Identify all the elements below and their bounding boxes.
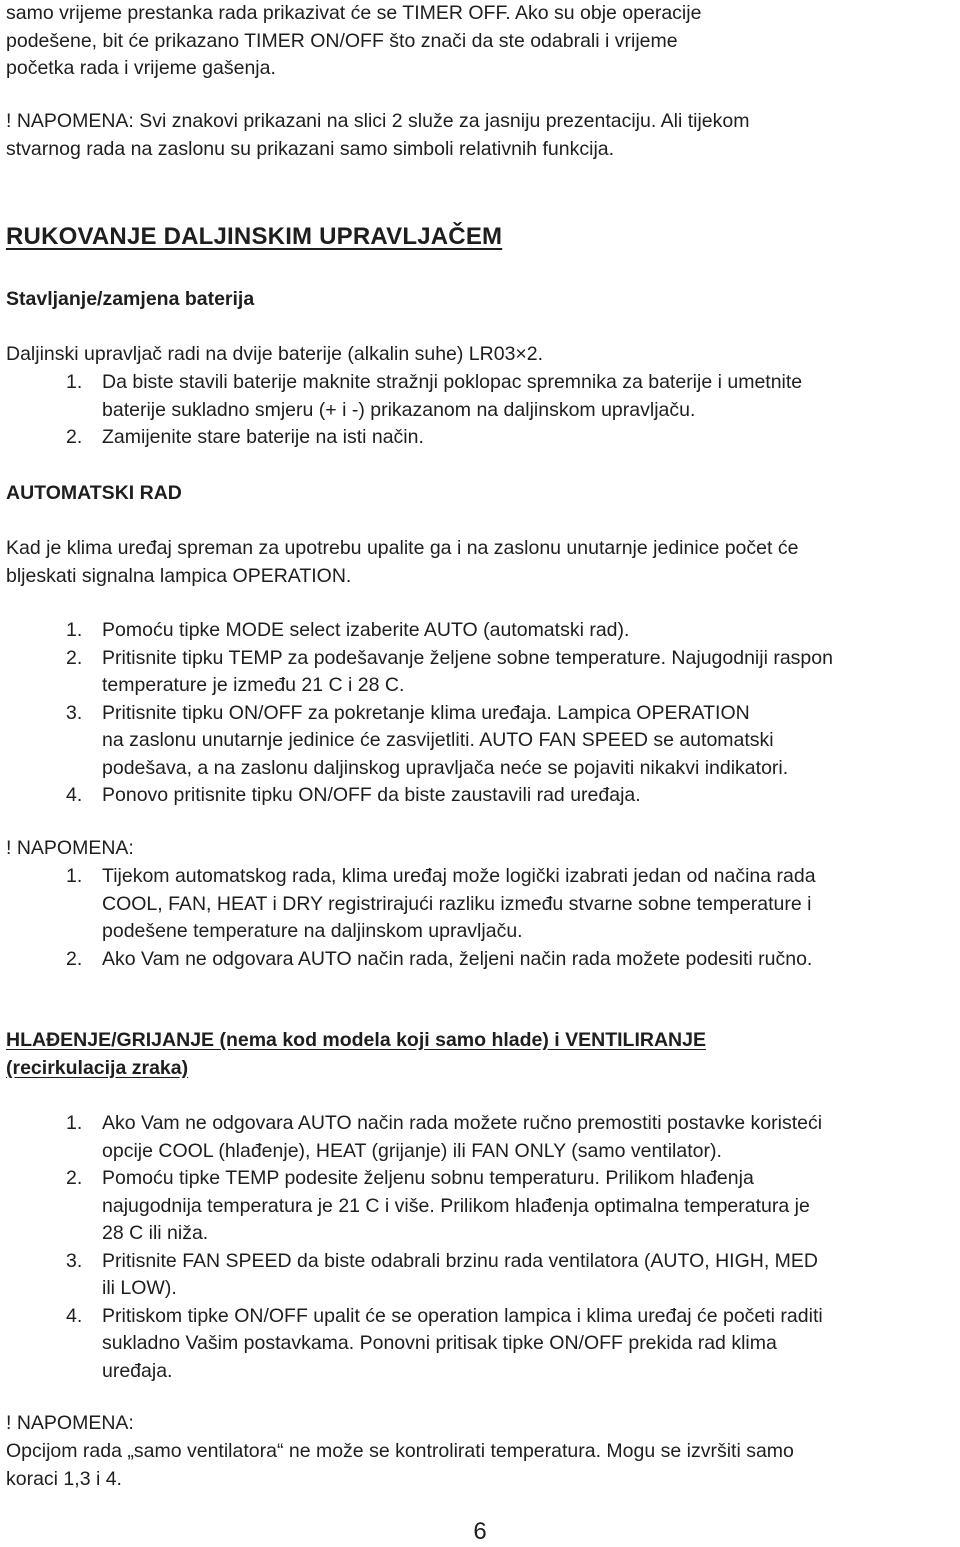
note-heading: ! NAPOMENA: [6, 837, 134, 859]
auto-notes [6, 863, 954, 973]
list-line: najugodnija temperatura je 21 C i više. Prilikom hlađenja optimalna temperatura je [102, 1194, 810, 1217]
list-line: Ako Vam ne odgovara AUTO način rada, željeni način rada možete podesiti ručno. [102, 947, 813, 970]
section-heading-cooling: HLAĐENJE/GRIJANJE (nema kod modela koji samo hlade) i VENTILIRANJE [6, 1029, 706, 1051]
battery-steps [6, 369, 954, 452]
list-number: 4. [66, 784, 83, 806]
intro-line: podešene, bit će prikazano TIMER ON/OFF što znači da ste odabrali i vrijeme [6, 29, 678, 52]
list-item [6, 700, 954, 783]
list-item [6, 617, 954, 645]
list-number: 2. [66, 1167, 83, 1189]
list-line: 28 C ili niža. [102, 1222, 209, 1244]
battery-subheading-wrap [6, 286, 954, 314]
list-line: Ako Vam ne odgovara AUTO način rada možete ručno premostiti postavke koristeći [102, 1112, 823, 1134]
battery-intro [6, 341, 954, 369]
list-line: Pritiskom tipke ON/OFF upalit će se operation lampica i klima uređaj će početi raditi [102, 1304, 823, 1327]
cooling-note [6, 1438, 954, 1493]
intro-line: početka rada i vrijeme gašenja. [6, 57, 276, 79]
list-line: Pritisnite tipku TEMP za podešavanje željene sobne temperature. Najugodniji raspon [102, 646, 833, 669]
list-number: 1. [66, 619, 83, 641]
intro-paragraph [6, 0, 954, 83]
list-number: 1. [66, 865, 83, 887]
list-line: Tijekom automatskog rada, klima uređaj može logički izabrati jedan od načina rada [102, 865, 816, 887]
list-number: 3. [66, 701, 83, 724]
list-line: ili LOW). [102, 1277, 177, 1299]
list-line: Da biste stavili baterije maknite stražnji poklopac spremnika za baterije i umetnite [102, 371, 803, 393]
page-number: 6 [473, 1518, 487, 1545]
list-line: Pritisnite FAN SPEED da biste odabrali brzinu rada ventilatora (AUTO, HIGH, MED [102, 1249, 818, 1272]
cooling-note-heading-wrap [6, 1410, 954, 1438]
list-number: 1. [66, 1112, 83, 1134]
list-number: 2. [66, 947, 83, 970]
list-number: 1. [66, 371, 83, 393]
list-item [6, 1248, 954, 1303]
section-heading-cooling: (recirkulacija zraka) [6, 1056, 189, 1079]
auto-heading-wrap [6, 480, 954, 508]
list-item [6, 863, 954, 946]
list-line: podešene temperature na daljinskom upravljaču. [102, 920, 523, 942]
cooling-heading-wrap [6, 1027, 954, 1082]
battery-subheading: Stavljanje/zamjena baterija [6, 288, 255, 310]
list-item [6, 946, 954, 974]
list-line: Pritisnite tipku ON/OFF za pokretanje klima uređaja. Lampica OPERATION [102, 701, 750, 724]
note-heading: ! NAPOMENA: [6, 1412, 134, 1434]
note-line: stvarnog rada na zaslonu su prikazani samo simboli relativnih funkcija. [6, 137, 615, 160]
remote-heading-wrap [6, 223, 954, 251]
list-line: opcije COOL (hlađenje), HEAT (grijanje) ili FAN ONLY (samo ventilator). [102, 1139, 722, 1162]
list-number: 2. [66, 426, 83, 448]
list-number: 4. [66, 1304, 83, 1327]
cooling-steps [6, 1110, 954, 1385]
intro-note [6, 108, 954, 163]
list-line: uređaja. [102, 1359, 173, 1382]
list-line: Pomoću tipke TEMP podesite željenu sobnu temperaturu. Prilikom hlađenja [102, 1167, 754, 1189]
section-heading-auto: AUTOMATSKI RAD [6, 482, 182, 504]
note-line: Opcijom rada „samo ventilatora“ ne može se kontrolirati temperatura. Mogu se izvršiti samo [6, 1440, 794, 1462]
list-item [6, 1110, 954, 1165]
list-line: baterije sukladno smjeru (+ i -) prikazanom na daljinskom upravljaču. [102, 398, 696, 421]
list-line: na zaslonu unutarnje jedinice će zasvijetliti. AUTO FAN SPEED se automatski [102, 729, 774, 751]
note-line: koraci 1,3 i 4. [6, 1467, 122, 1490]
auto-intro [6, 535, 954, 590]
list-item [6, 782, 954, 810]
list-item [6, 1165, 954, 1248]
list-line: temperature je između 21 C i 28 C. [102, 674, 405, 696]
list-number: 2. [66, 646, 83, 669]
list-item [6, 1303, 954, 1386]
list-number: 3. [66, 1249, 83, 1272]
section-heading-remote: RUKOVANJE DALJINSKIM UPRAVLJAČEM [6, 223, 503, 250]
battery-intro-line: Daljinski upravljač radi na dvije baterije (alkalin suhe) LR03×2. [6, 343, 544, 365]
intro-line: samo vrijeme prestanka rada prikazivat će se TIMER OFF. Ako su obje operacije [6, 2, 702, 24]
list-line: sukladno Vašim postavkama. Ponovni pritisak tipke ON/OFF prekida rad klima [102, 1332, 777, 1354]
list-line: Zamijenite stare baterije na isti način. [102, 426, 424, 448]
list-item [6, 645, 954, 700]
list-line: Ponovo pritisnite tipku ON/OFF da biste zaustavili rad uređaja. [102, 784, 641, 806]
auto-intro-line: bljeskati signalna lampica OPERATION. [6, 564, 352, 587]
note-line: ! NAPOMENA: Svi znakovi prikazani na slici 2 služe za jasniju prezentaciju. Ali tijekom [6, 110, 750, 132]
auto-note-heading-wrap [6, 835, 954, 863]
auto-intro-line: Kad je klima uređaj spreman za upotrebu upalite ga i na zaslonu unutarnje jedinice počet će [6, 537, 799, 559]
list-line: COOL, FAN, HEAT i DRY registrirajući razliku između stvarne sobne temperature i [102, 892, 812, 915]
list-line: podešava, a na zaslonu daljinskog upravljača neće se pojaviti nikakvi indikatori. [102, 756, 789, 779]
list-item [6, 369, 954, 424]
list-item [6, 424, 954, 452]
list-line: Pomoću tipke MODE select izaberite AUTO (automatski rad). [102, 619, 630, 641]
auto-steps [6, 617, 954, 810]
